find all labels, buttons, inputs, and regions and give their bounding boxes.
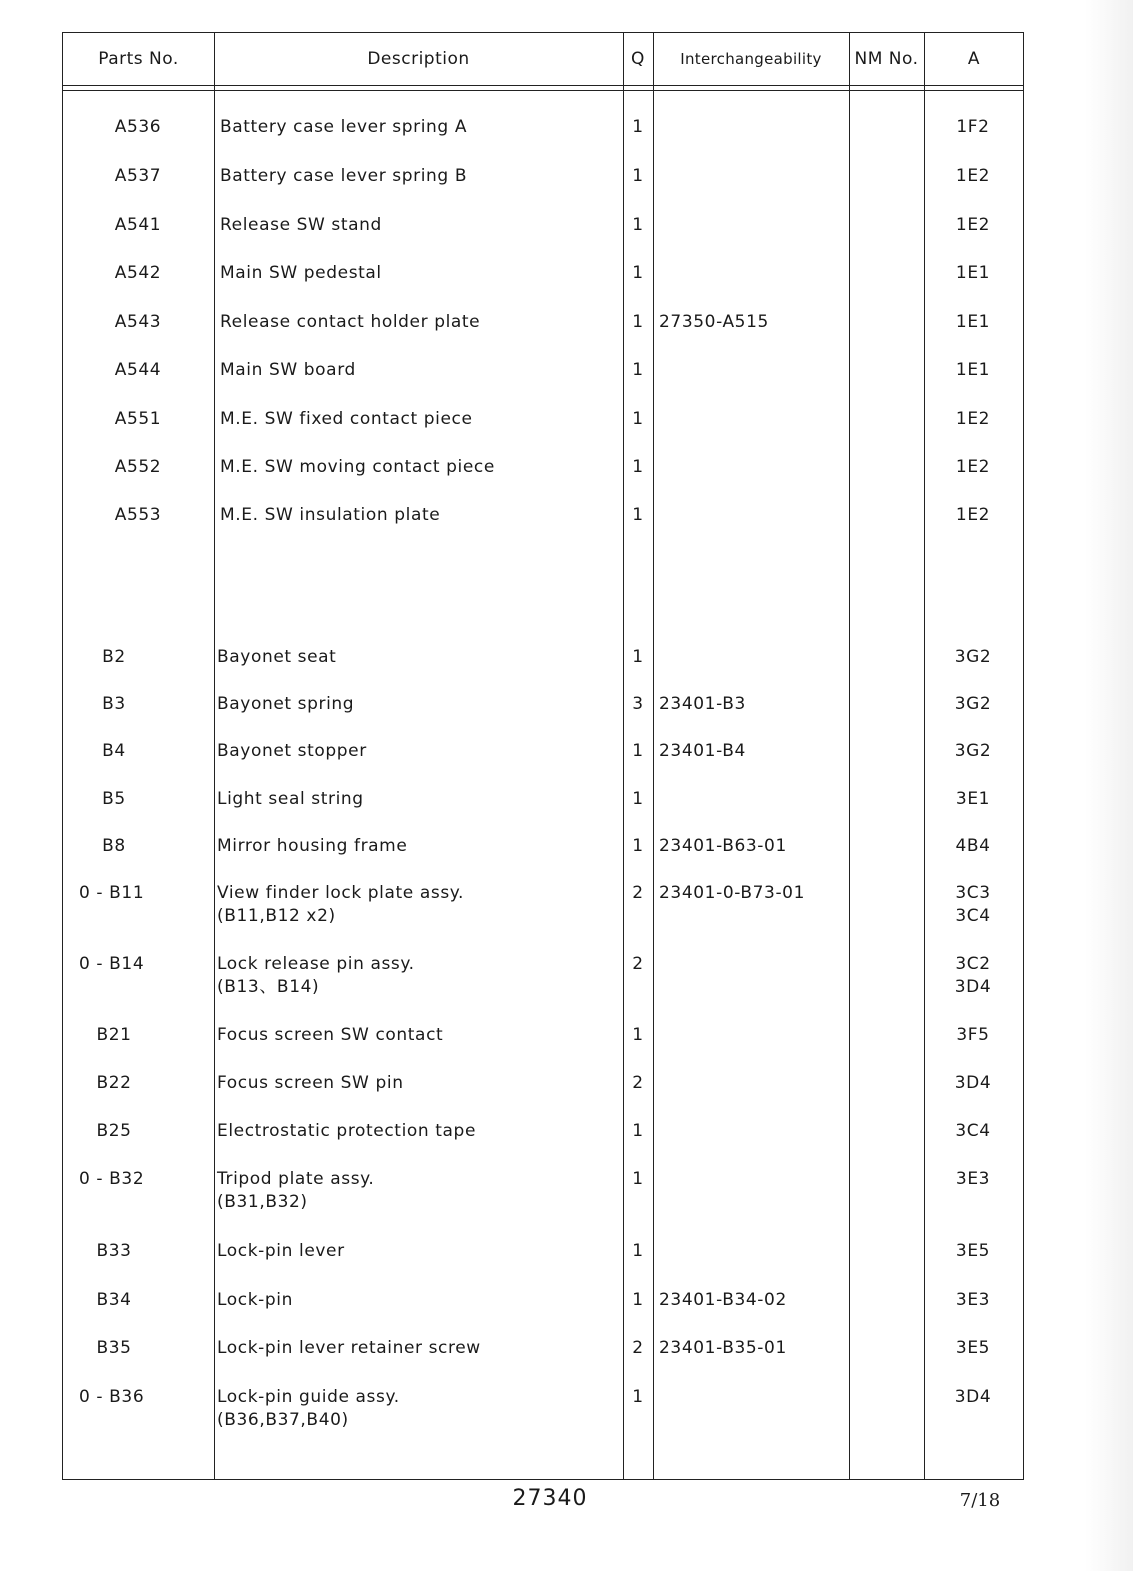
parts-no-cell: 0 - B36 (79, 1387, 145, 1407)
a-cell: 3E3 (955, 1169, 991, 1189)
parts-table (62, 32, 1024, 1480)
header-description: Description (367, 49, 470, 69)
qty-cell: 1 (632, 1121, 644, 1141)
description-cell: Release contact holder plate (220, 312, 481, 332)
a-cell: 3G2 (954, 741, 992, 761)
parts-no-cell: A542 (114, 263, 162, 283)
description-cell: Lock-pin (217, 1290, 293, 1310)
qty-cell: 2 (632, 1073, 644, 1093)
qty-cell: 1 (632, 166, 644, 186)
qty-cell: 1 (632, 117, 644, 137)
description-cell: Lock-pin guide assy. (217, 1387, 400, 1407)
column-divider (653, 33, 654, 1479)
description-cell: Bayonet spring (217, 694, 355, 714)
parts-no-cell: 0 - B32 (79, 1169, 145, 1189)
qty-cell: 1 (632, 647, 644, 667)
qty-cell: 1 (632, 215, 644, 235)
qty-cell: 1 (632, 741, 644, 761)
a-cell: 3C4 (955, 1121, 991, 1141)
a-cell: 1E1 (955, 312, 991, 332)
interchangeability-cell: 23401-B63-01 (659, 836, 787, 856)
parts-no-cell: A536 (114, 117, 162, 137)
a-cell: 3G2 (954, 647, 992, 667)
interchangeability-cell: 23401-B35-01 (659, 1338, 787, 1358)
qty-cell: 1 (632, 457, 644, 477)
parts-no-cell: 0 - B14 (79, 954, 145, 974)
a-cell-subline: 3D4 (954, 977, 992, 997)
description-subline: (B11,B12 x2) (217, 906, 336, 926)
interchangeability-cell: 27350-A515 (659, 312, 769, 332)
description-cell: Focus screen SW pin (217, 1073, 404, 1093)
description-cell: Bayonet stopper (217, 741, 367, 761)
description-cell: Light seal string (217, 789, 364, 809)
qty-cell: 1 (632, 312, 644, 332)
parts-no-cell: A543 (114, 312, 162, 332)
description-cell: View finder lock plate assy. (217, 883, 465, 903)
page-edge-shade (1085, 0, 1133, 1571)
parts-no-cell: B2 (102, 647, 126, 667)
a-cell: 4B4 (955, 836, 991, 856)
qty-cell: 1 (632, 1169, 644, 1189)
interchangeability-cell: 23401-B4 (659, 741, 746, 761)
parts-no-cell: B25 (96, 1121, 132, 1141)
interchangeability-cell: 23401-0-B73-01 (659, 883, 806, 903)
qty-cell: 1 (632, 360, 644, 380)
description-cell: Mirror housing frame (217, 836, 408, 856)
parts-no-cell: A537 (114, 166, 162, 186)
description-cell: Bayonet seat (217, 647, 337, 667)
description-cell: Lock-pin lever retainer screw (217, 1338, 481, 1358)
page-number: 7/18 (959, 1490, 1001, 1511)
parts-no-cell: B34 (96, 1290, 132, 1310)
parts-no-cell: B33 (96, 1241, 132, 1261)
parts-no-cell: B5 (102, 789, 126, 809)
description-cell: Battery case lever spring A (220, 117, 468, 137)
interchangeability-cell: 23401-B3 (659, 694, 746, 714)
header-interchangeability: Interchangeability (680, 50, 822, 68)
a-cell: 3D4 (954, 1387, 992, 1407)
qty-cell: 1 (632, 1025, 644, 1045)
a-cell: 1F2 (956, 117, 990, 137)
description-cell: Battery case lever spring B (220, 166, 468, 186)
a-cell: 1E1 (955, 360, 991, 380)
a-cell: 3E3 (955, 1290, 991, 1310)
a-cell: 1E2 (955, 505, 991, 525)
a-cell: 1E1 (955, 263, 991, 283)
a-cell: 3E5 (955, 1241, 991, 1261)
header-qty: Q (631, 49, 645, 69)
a-cell: 3E1 (955, 789, 991, 809)
qty-cell: 3 (632, 694, 644, 714)
header-parts-no: Parts No. (98, 49, 179, 69)
a-cell: 3C2 (955, 954, 991, 974)
a-cell: 3F5 (956, 1025, 990, 1045)
qty-cell: 1 (632, 1241, 644, 1261)
a-cell: 3C3 (955, 883, 991, 903)
parts-no-cell: B4 (102, 741, 126, 761)
header-rule (63, 90, 1023, 91)
qty-cell: 1 (632, 1290, 644, 1310)
parts-no-cell: B22 (96, 1073, 132, 1093)
parts-no-cell: A551 (114, 409, 162, 429)
qty-cell: 1 (632, 836, 644, 856)
parts-no-cell: B21 (96, 1025, 132, 1045)
description-cell: M.E. SW moving contact piece (220, 457, 495, 477)
description-cell: Lock release pin assy. (217, 954, 415, 974)
parts-no-cell: A552 (114, 457, 162, 477)
description-cell: Tripod plate assy. (217, 1169, 375, 1189)
qty-cell: 2 (632, 1338, 644, 1358)
header-a: A (967, 49, 981, 69)
qty-cell: 1 (632, 1387, 644, 1407)
description-cell: Electrostatic protection tape (217, 1121, 477, 1141)
qty-cell: 2 (632, 883, 644, 903)
column-divider (214, 33, 215, 1479)
a-cell: 3E5 (955, 1338, 991, 1358)
parts-no-cell: B8 (102, 836, 126, 856)
parts-no-cell: A544 (114, 360, 162, 380)
description-cell: Main SW board (220, 360, 356, 380)
header-rule (63, 85, 1023, 86)
parts-no-cell: B3 (102, 694, 126, 714)
qty-cell: 1 (632, 263, 644, 283)
a-cell: 1E2 (955, 457, 991, 477)
parts-no-cell: B35 (96, 1338, 132, 1358)
parts-no-cell: 0 - B11 (79, 883, 145, 903)
qty-cell: 1 (632, 789, 644, 809)
description-cell: Lock-pin lever (217, 1241, 345, 1261)
qty-cell: 1 (632, 409, 644, 429)
description-cell: Main SW pedestal (220, 263, 382, 283)
column-divider (849, 33, 850, 1479)
a-cell: 1E2 (955, 409, 991, 429)
description-cell: M.E. SW fixed contact piece (220, 409, 473, 429)
qty-cell: 2 (632, 954, 644, 974)
a-cell: 3G2 (954, 694, 992, 714)
description-cell: M.E. SW insulation plate (220, 505, 441, 525)
a-cell: 1E2 (955, 215, 991, 235)
qty-cell: 1 (632, 505, 644, 525)
a-cell: 1E2 (955, 166, 991, 186)
description-subline: (B31,B32) (217, 1192, 308, 1212)
document-code: 27340 (512, 1486, 588, 1511)
description-cell: Focus screen SW contact (217, 1025, 444, 1045)
a-cell: 3D4 (954, 1073, 992, 1093)
description-subline: (B36,B37,B40) (217, 1410, 349, 1430)
parts-no-cell: A541 (114, 215, 162, 235)
header-nm-no: NM No. (854, 49, 919, 69)
description-subline: (B13、B14) (217, 977, 320, 997)
parts-no-cell: A553 (114, 505, 162, 525)
interchangeability-cell: 23401-B34-02 (659, 1290, 787, 1310)
description-cell: Release SW stand (220, 215, 382, 235)
a-cell-subline: 3C4 (955, 906, 991, 926)
